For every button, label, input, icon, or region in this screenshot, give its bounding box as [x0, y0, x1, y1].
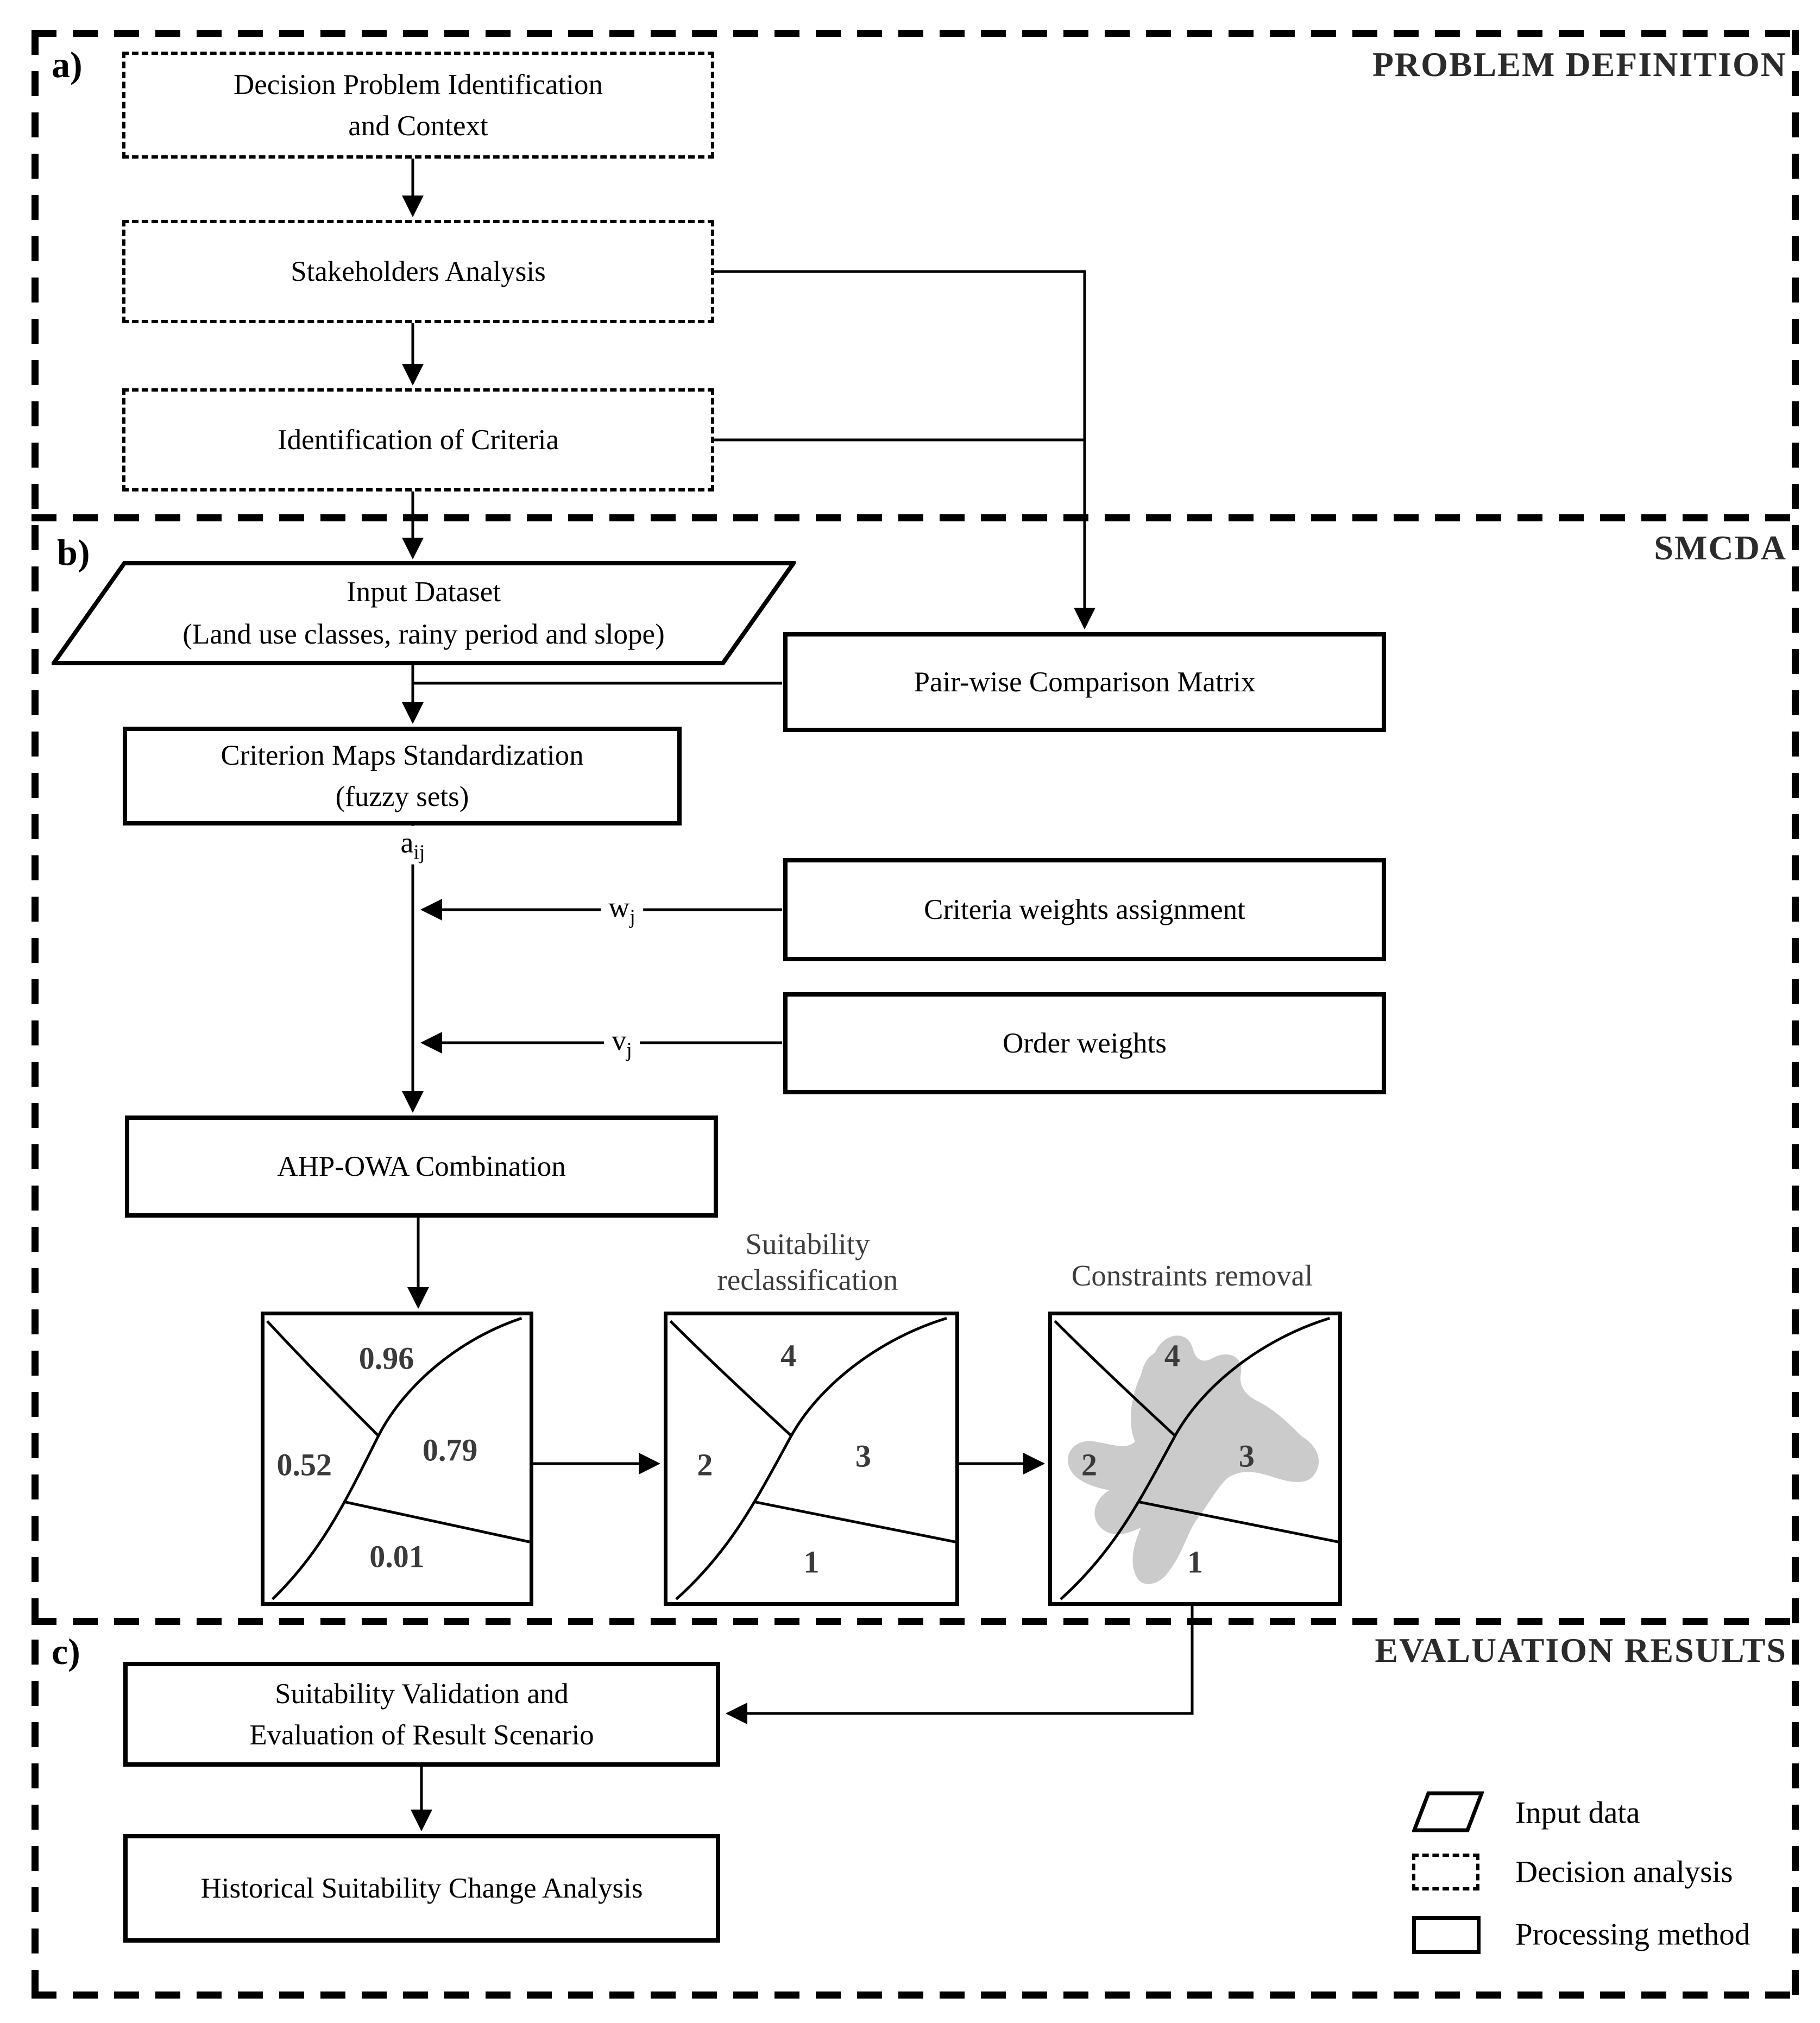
box-ahp-owa: [125, 1116, 718, 1218]
map-value: 0.96: [358, 1340, 414, 1376]
section-c-title: EVALUATION RESULTS: [1375, 1631, 1787, 1669]
map-constraints-removed: [1048, 1312, 1342, 1606]
box-suitability-validation-line2: Evaluation of Result Scenario: [249, 1719, 594, 1751]
box-decision-problem: [122, 52, 714, 159]
box-stakeholders-analysis: [122, 220, 714, 323]
map-suitability-scores: [261, 1312, 533, 1606]
section-c-tag: c): [52, 1631, 80, 1672]
map-value: 0.01: [369, 1539, 425, 1574]
map-value: 4: [780, 1338, 797, 1373]
legend-input-data-shape: [1412, 1791, 1484, 1835]
frame-right-border: [1792, 30, 1799, 1999]
box-criterion-maps-line2: (fuzzy sets): [335, 781, 469, 812]
divider-problem-smcda: [32, 514, 1799, 521]
box-identification-criteria: [122, 388, 714, 491]
map-value: 2: [1081, 1447, 1097, 1483]
map-value: 3: [1238, 1438, 1255, 1474]
legend-processing-method-shape: [1412, 1916, 1481, 1954]
box-stakeholders-analysis-label: Stakeholders Analysis: [291, 256, 546, 287]
box-criteria-weights: [783, 858, 1386, 961]
map-value: 4: [1164, 1338, 1180, 1373]
legend-decision-analysis-shape: [1412, 1854, 1479, 1890]
map-value: 1: [803, 1544, 820, 1580]
symbol-wj: $w_j$: [601, 891, 643, 929]
label-constraints-removal: Constraints removal: [1071, 1259, 1313, 1292]
frame-bottom-border: [32, 1992, 1799, 1999]
map-value: 0.52: [276, 1447, 332, 1483]
label-suitability-reclassification: Suitability reclassification: [717, 1227, 898, 1296]
box-pairwise-matrix: [783, 632, 1386, 732]
box-order-weights: [783, 992, 1386, 1094]
map-suitability-reclassified: [664, 1312, 959, 1606]
box-criterion-maps: [123, 727, 682, 825]
box-historical-change-label: Historical Suitability Change Analysis: [200, 1873, 643, 1904]
section-a-title: PROBLEM DEFINITION: [1372, 45, 1787, 84]
divider-smcda-evaluation: [32, 1618, 1799, 1625]
box-criterion-maps-line1: Criterion Maps Standardization: [221, 740, 584, 771]
map-value: 0.79: [422, 1432, 478, 1468]
box-order-weights-label: Order weights: [1003, 1028, 1167, 1059]
map-value: 3: [855, 1438, 871, 1474]
box-ahp-owa-label: AHP-OWA Combination: [277, 1151, 566, 1182]
legend-processing-method-label: Processing method: [1515, 1917, 1750, 1952]
shape-input-dataset: [52, 561, 796, 665]
box-decision-problem-line1: Decision Problem Identification: [234, 68, 603, 100]
box-suitability-validation-line1: Suitability Validation and: [275, 1678, 569, 1710]
section-b-title: SMCDA: [1654, 528, 1787, 567]
box-identification-criteria-label: Identification of Criteria: [277, 424, 559, 456]
legend-parallelogram-icon: [1414, 1793, 1482, 1830]
legend-input-data-label: Input data: [1515, 1795, 1640, 1830]
box-criteria-weights-label: Criteria weights assignment: [924, 894, 1245, 925]
section-b-tag: b): [57, 532, 90, 573]
legend-decision-analysis-label: Decision analysis: [1515, 1855, 1733, 1889]
box-suitability-validation: [123, 1662, 720, 1767]
box-historical-change: [123, 1834, 720, 1943]
section-a-tag: a): [52, 44, 83, 85]
input-dataset-line2: (Land use classes, rainy period and slope): [182, 619, 665, 650]
map-value: 1: [1187, 1544, 1203, 1580]
map-value: 2: [697, 1447, 713, 1483]
frame-top-border: [32, 30, 1799, 37]
frame-left-border: [32, 30, 39, 1999]
box-pairwise-matrix-label: Pair-wise Comparison Matrix: [914, 666, 1256, 698]
symbol-aij: $a_{ij}$: [393, 826, 432, 865]
box-decision-problem-line2: and Context: [348, 110, 488, 142]
input-dataset-line1: Input Dataset: [346, 576, 501, 608]
symbol-vj: $v_j$: [604, 1024, 640, 1062]
